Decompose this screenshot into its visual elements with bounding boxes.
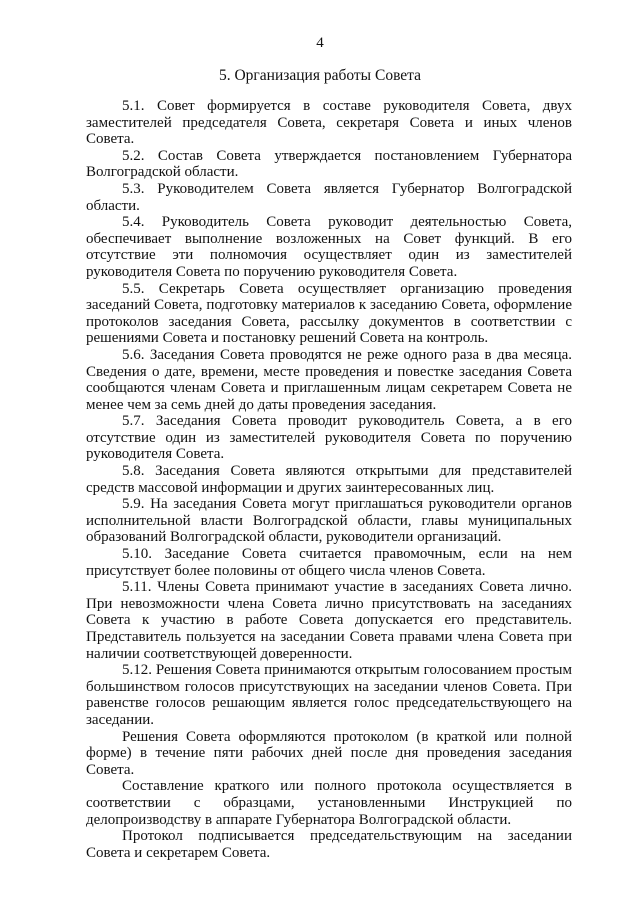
paragraph-5-9: 5.9. На заседания Совета могут приглашаться руководители органов исполнительной власти Волгоградской области, главы муниципальных образований Волгоградской области, руководители организаций. — [86, 496, 572, 546]
paragraph-5-6: 5.6. Заседания Совета проводятся не реже одного раза в два месяца. Сведения о дате, времени, месте проведения и повестке заседания Совета сообщаются членам Совета и приглашенным лицам секретарем Совета не менее чем за семь дней до даты проведения заседания. — [86, 346, 572, 413]
paragraph-5-2: 5.2. Состав Совета утверждается постановлением Губернатора Волгоградской области. — [86, 147, 572, 181]
paragraph-protocol-signature: Протокол подписывается председательствующим на заседании Совета и секретарем Совета. — [86, 828, 572, 861]
paragraph-protocol-templates: Составление краткого или полного протокола осуществляется в соответствии с образцами, установленными Инструкцией по делопроизводству в аппарате Губернатора Волгоградской области. — [86, 778, 572, 828]
paragraph-5-5: 5.5. Секретарь Совета осуществляет организацию проведения заседаний Совета, подготовку материалов к заседанию Совета, оформление протоколов заседания Совета, рассылку документов в соответствии с решениями Совета и постановку решений Совета на контроль. — [86, 280, 572, 347]
section-title: 5. Организация работы Совета — [218, 67, 422, 84]
paragraph-5-7: 5.7. Заседания Совета проводит руководитель Совета, а в его отсутствие один из заместителей руководителя Совета по поручению руководителя Совета. — [86, 413, 572, 463]
paragraph-5-3: 5.3. Руководителем Совета является Губернатор Волгоградской области. — [86, 180, 572, 214]
paragraph-protocol-form: Решения Совета оформляются протоколом (в краткой или полной форме) в течение пяти рабочих дней после дня проведения заседания Совета. — [86, 728, 572, 778]
paragraph-5-11: 5.11. Члены Совета принимают участие в заседаниях Совета лично. При невозможности члена Совета лично присутствовать на заседаниях Совета к участию в работе Совета допускается его представитель. Представитель пользуется на заседании Совета правами члена Совета при наличии соответствующей доверенности. — [86, 579, 572, 662]
page-number: 4 — [316, 35, 324, 51]
paragraph-5-4: 5.4. Руководитель Совета руководит деятельностью Совета, обеспечивает выполнение возложенных на Совет функций. В его отсутствие эти полномочия осуществляет один из заместителей руководителя Совета по поручению руководителя Совета. — [86, 214, 572, 280]
paragraph-5-12: 5.12. Решения Совета принимаются открытым голосованием простым большинством голосов присутствующих на заседании членов Совета. При равенстве голосов решающим является голос председательствующего на заседании. — [86, 662, 572, 728]
paragraph-5-10: 5.10. Заседание Совета считается правомочным, если на нем присутствует более половины от общего числа членов Совета. — [86, 546, 572, 579]
paragraph-5-1: 5.1. Совет формируется в составе руководителя Совета, двух заместителей председателя Совета, секретаря Совета и иных членов Совета. — [86, 98, 572, 148]
document-body — [86, 98, 572, 861]
paragraph-5-8: 5.8. Заседания Совета являются открытыми для представителей средств массовой информации и других заинтересованных лиц. — [86, 463, 572, 496]
